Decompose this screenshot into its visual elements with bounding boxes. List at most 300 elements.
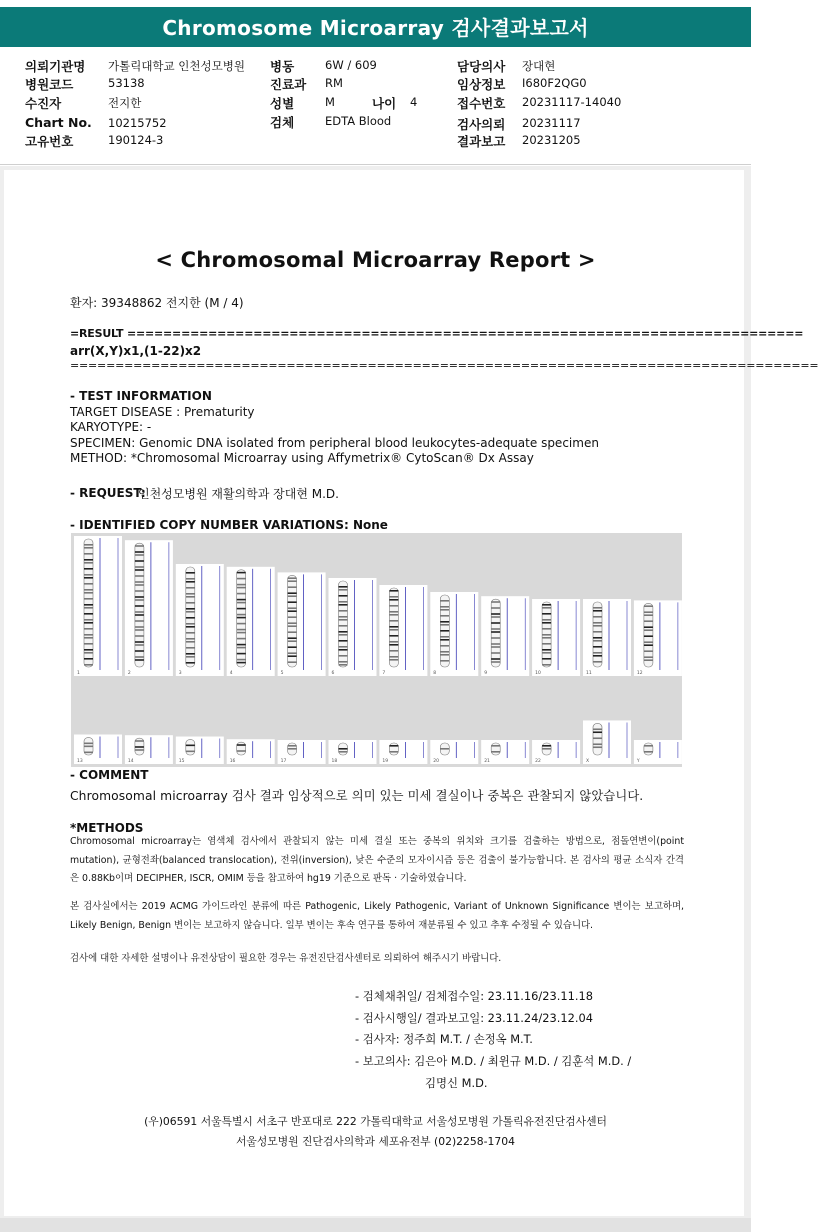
chromosome-band-12: [644, 659, 653, 661]
chromosome-ideogram-6: [339, 581, 348, 667]
chromosome-band-6: [339, 655, 348, 657]
chromosome-band-14: [135, 749, 144, 751]
chromosome-band-11: [593, 610, 602, 612]
chromosome-label-X: X: [586, 759, 590, 764]
chromosome-band-11: [593, 661, 602, 663]
chromosome-band-12: [644, 614, 653, 616]
comment-title: - COMMENT: [70, 768, 149, 782]
chromosome-band-11: [593, 640, 602, 642]
chromosome-band-1: [84, 622, 93, 624]
report-heading: < Chromosomal Microarray Report >: [155, 248, 596, 272]
chromosome-band-7: [389, 599, 398, 601]
info-label-ward: 병동: [270, 59, 295, 74]
karyogram-panel: [71, 533, 682, 767]
header-divider: [0, 164, 751, 165]
chromosome-band-7: [389, 629, 398, 631]
chromosome-band-5: [288, 655, 297, 657]
chromosome-band-10: [542, 664, 551, 666]
chromosome-band-19: [389, 751, 398, 753]
chromosome-band-8: [440, 606, 449, 608]
chromosome-band-3: [186, 578, 195, 580]
chromosome-band-1: [84, 664, 93, 666]
chromosome-band-7: [389, 644, 398, 646]
chromosome-band-7: [389, 611, 398, 613]
chromosome-label-5: 5: [280, 671, 284, 676]
chromosome-band-10: [542, 607, 551, 609]
chromosome-label-17: 17: [280, 759, 287, 764]
methods-title: *METHODS: [70, 821, 144, 835]
chromosome-label-14: 14: [127, 759, 134, 764]
info-label-chart-no: Chart No.: [25, 115, 92, 130]
chromosome-panel-8: [430, 592, 478, 676]
chromosome-band-7: [389, 590, 398, 592]
chromosome-band-2: [135, 599, 144, 601]
info-label-receipt-no: 접수번호: [457, 96, 506, 111]
chromosome-band-3: [186, 653, 195, 655]
chromosome-band-1: [84, 637, 93, 639]
chromosome-band-10: [542, 658, 551, 660]
chromosome-band-5: [288, 577, 297, 579]
info-label-clinical-info: 임상정보: [457, 77, 506, 92]
chromosome-band-5: [288, 616, 297, 618]
chromosome-band-11: [593, 646, 602, 648]
chromosome-band-4: [237, 587, 246, 589]
request-value: 인천성모병원 재활의학과 장대현 M.D.: [138, 487, 339, 501]
chromosome-band-5: [288, 610, 297, 612]
chromosome-band-2: [135, 656, 144, 658]
chromosome-band-3: [186, 626, 195, 628]
chromosome-band-1: [84, 649, 93, 651]
sign-reporting-doctors: - 보고의사: 김은아 M.D. / 최윈규 M.D. / 김훈석 M.D. /: [355, 1054, 632, 1068]
info-label-sex: 성별: [270, 96, 295, 111]
chromosome-label-4: 4: [229, 671, 233, 676]
methods-paragraph-2: 본 검사실에서는 2019 ACMG 가이드라인 분류에 따른 Pathogenic, Likely Pathogenic, Variant of Unknown Significance 변이는 보고하며, Likely Benign, Benign 변이는 보고하지 않습니다. 일부 변이는 후속 연구를 통하여 재분류될 수 있고 추후 수정될 수 있습니다.: [70, 901, 684, 931]
chromosome-band-11: [593, 631, 602, 633]
chromosome-band-9: [491, 652, 500, 654]
chromosome-band-6: [339, 589, 348, 591]
chromosome-band-11: [593, 637, 602, 639]
chromosome-band-8: [440, 636, 449, 638]
chromosome-band-17: [288, 745, 297, 747]
chromosome-label-18: 18: [331, 759, 338, 764]
chromosome-band-2: [135, 575, 144, 577]
chromosome-band-6: [339, 664, 348, 666]
chromosome-band-12: [644, 629, 653, 631]
chromosome-band-6: [339, 604, 348, 606]
chromosome-band-4: [237, 638, 246, 640]
chromosome-band-7: [389, 626, 398, 628]
chromosome-panel-2: [125, 540, 173, 676]
chromosome-band-10: [542, 634, 551, 636]
chromosome-band-8: [440, 609, 449, 611]
info-value-receipt-no: 20231117-14040: [522, 95, 622, 109]
chromosome-band-9: [491, 661, 500, 663]
chromosome-band-3: [186, 632, 195, 634]
chromosome-band-1: [84, 604, 93, 606]
info-label-hospital-code: 병원코드: [25, 77, 74, 92]
chromosome-band-7: [389, 650, 398, 652]
sign-technicians: - 검사자: 정주희 M.T. / 손정옥 M.T.: [355, 1032, 533, 1046]
chromosome-ideogram-Y: [644, 743, 653, 755]
chromosome-band-4: [237, 617, 246, 619]
info-value-age: 4: [410, 95, 418, 109]
chromosome-band-1: [84, 607, 93, 609]
chromosome-band-2: [135, 650, 144, 652]
chromosome-band-10: [542, 628, 551, 630]
chromosome-band-11: [593, 622, 602, 624]
test-info-title: - TEST INFORMATION: [70, 389, 212, 403]
info-label-institution: 의뢰기관명: [25, 59, 86, 74]
chromosome-band-4: [237, 608, 246, 610]
info-value-specimen: EDTA Blood: [325, 114, 392, 128]
chromosome-band-13: [84, 746, 93, 748]
target-disease: TARGET DISEASE : Prematurity: [70, 405, 255, 419]
chromosome-band-2: [135, 611, 144, 613]
chromosome-ideogram-1: [84, 539, 93, 667]
chromosome-band-4: [237, 647, 246, 649]
chromosome-label-11: 11: [586, 671, 592, 676]
chromosome-band-2: [135, 554, 144, 556]
chromosome-band-6: [339, 601, 348, 603]
chromosome-band-4: [237, 629, 246, 631]
chromosome-band-2: [135, 626, 144, 628]
karyogram-chart: [71, 533, 682, 767]
chromosome-band-15: [186, 745, 195, 747]
chromosome-label-15: 15: [178, 759, 185, 764]
info-value-institution: 가톨릭대학교 인천성모병원: [108, 59, 245, 73]
chromosome-band-3: [186, 572, 195, 574]
chromosome-panel-4: [227, 567, 275, 676]
chromosome-band-2: [135, 605, 144, 607]
chromosome-band-3: [186, 662, 195, 664]
chromosome-panel-10: [532, 599, 580, 676]
chromosome-band-5: [288, 580, 297, 582]
chromosome-band-6: [339, 661, 348, 663]
chromosome-band-10: [542, 643, 551, 645]
chromosome-band-2: [135, 629, 144, 631]
chromosome-band-4: [237, 593, 246, 595]
chromosome-band-X: [593, 728, 602, 730]
chromosome-band-5: [288, 637, 297, 639]
methods-paragraph-1: Chromosomal microarray는 염색체 검사에서 관찰되지 않는 미세 결실 또는 중복의 위치와 크기를 검출하는 방법으로, 점돌연변이(point mutation), 균형전좌(balanced translocation), 전위(inversion), 낮은 수준의 모자이시즘 등은 검출이 불가능합니다. 본 검사의 평균 소식자 간격은 0.88Kb이며 DECIPHER, ISCR, OMIM 등을 참고하여 hg19 기준으로 판독 · 기술하였습니다.: [70, 836, 684, 884]
chromosome-band-4: [237, 602, 246, 604]
chromosome-band-1: [84, 577, 93, 579]
methods-paragraph-3: 검사에 대한 자세한 설명이나 유전상담이 필요한 경우는 유전진단검사센터로 의뢰하여 해주시기 바랍니다.: [70, 953, 502, 964]
chromosome-band-3: [186, 647, 195, 649]
chromosome-band-4: [237, 659, 246, 661]
chromosome-ideogram-11: [593, 602, 602, 667]
chromosome-band-1: [84, 652, 93, 654]
chromosome-band-4: [237, 632, 246, 634]
chromosome-band-22: [542, 748, 551, 750]
info-value-clinical-info: I680F2QG0: [522, 76, 587, 90]
chromosome-band-3: [186, 596, 195, 598]
chromosome-band-1: [84, 562, 93, 564]
info-value-department: RM: [325, 76, 343, 90]
info-label-specimen: 검체: [270, 115, 295, 130]
chromosome-band-9: [491, 607, 500, 609]
chromosome-band-12: [644, 611, 653, 613]
chromosome-band-16: [237, 744, 246, 746]
chromosome-band-9: [491, 601, 500, 603]
chromosome-band-8: [440, 654, 449, 656]
chromosome-band-22: [542, 745, 551, 747]
chromosome-band-2: [135, 590, 144, 592]
chromosome-band-1: [84, 619, 93, 621]
chromosome-band-3: [186, 656, 195, 658]
chromosome-band-11: [593, 607, 602, 609]
chromosome-band-9: [491, 643, 500, 645]
chromosome-band-8: [440, 630, 449, 632]
chromosome-band-2: [135, 551, 144, 553]
chromosome-label-3: 3: [178, 671, 182, 676]
chromosome-band-9: [491, 631, 500, 633]
chromosome-band-X: [593, 737, 602, 739]
chromosome-label-12: 12: [636, 671, 643, 676]
chromosome-band-5: [288, 652, 297, 654]
chromosome-band-10: [542, 604, 551, 606]
chromosome-band-4: [237, 623, 246, 625]
chromosome-band-5: [288, 586, 297, 588]
info-label-report-date: 결과보고: [457, 134, 506, 149]
info-value-hospital-code: 53138: [108, 76, 145, 90]
result-rule: =RESULT ===========================================================================: [70, 327, 804, 340]
chromosome-band-5: [288, 625, 297, 627]
chromosome-label-16: 16: [229, 759, 236, 764]
chromosome-band-18: [339, 748, 348, 750]
chromosome-band-4: [237, 572, 246, 574]
chromosome-panel-5: [278, 572, 326, 676]
chromosome-band-7: [389, 656, 398, 658]
chromosome-band-9: [491, 628, 500, 630]
info-label-age: 나이: [372, 96, 397, 111]
chromosome-band-3: [186, 617, 195, 619]
chromosome-panel-7: [379, 585, 427, 676]
chromosome-band-7: [389, 659, 398, 661]
chromosome-band-6: [339, 595, 348, 597]
chromosome-band-4: [237, 614, 246, 616]
chromosome-band-2: [135, 545, 144, 547]
chromosome-band-8: [440, 660, 449, 662]
request-label: - REQUEST:: [70, 486, 146, 500]
chromosome-band-12: [644, 641, 653, 643]
chromosome-ideogram-16: [237, 742, 246, 755]
chromosome-label-19: 19: [382, 759, 389, 764]
chromosome-band-18: [339, 751, 348, 753]
chromosome-label-6: 6: [331, 671, 335, 676]
chromosome-band-1: [84, 574, 93, 576]
chromosome-label-13: 13: [77, 759, 83, 764]
chromosome-band-1: [84, 634, 93, 636]
chromosome-band-20: [440, 748, 449, 750]
chromosome-band-12: [644, 644, 653, 646]
chromosome-band-1: [84, 643, 93, 645]
chromosome-label-7: 7: [382, 671, 386, 676]
chromosome-band-10: [542, 652, 551, 654]
chromosome-band-10: [542, 649, 551, 651]
chromosome-ideogram-15: [186, 740, 195, 755]
chromosome-band-12: [644, 626, 653, 628]
chromosome-band-12: [644, 635, 653, 637]
patient-line: 환자: 39348862 전지한 (M / 4): [70, 296, 244, 310]
chromosome-band-2: [135, 560, 144, 562]
chromosome-band-6: [339, 616, 348, 618]
chromosome-band-1: [84, 592, 93, 594]
footer-contact: 서울성모병원 진단검사의학과 세포유전부 (02)2258-1704: [235, 1135, 516, 1148]
chromosome-band-14: [135, 740, 144, 742]
chromosome-band-8: [440, 624, 449, 626]
chromosome-band-1: [84, 544, 93, 546]
chromosome-panel-12: [634, 600, 682, 676]
chromosome-band-8: [440, 645, 449, 647]
chromosome-band-12: [644, 650, 653, 652]
chromosome-panel-11: [583, 599, 631, 676]
cnv-title: - IDENTIFIED COPY NUMBER VARIATIONS: None: [70, 518, 388, 532]
chromosome-band-15: [186, 751, 195, 753]
chromosome-band-1: [84, 553, 93, 555]
chromosome-band-7: [389, 614, 398, 616]
chromosome-band-5: [288, 631, 297, 633]
chromosome-ideogram-21: [491, 743, 500, 755]
viewer-bottom-strip: [0, 1218, 751, 1232]
chromosome-label-21: 21: [484, 759, 490, 764]
chromosome-band-3: [186, 593, 195, 595]
info-label-unique-no: 고유번호: [25, 134, 74, 149]
chromosome-band-7: [389, 620, 398, 622]
chromosome-band-6: [339, 634, 348, 636]
chromosome-band-3: [186, 623, 195, 625]
info-value-chart-no: 10215752: [108, 116, 167, 130]
chromosome-band-21: [491, 751, 500, 753]
chromosome-band-7: [389, 605, 398, 607]
chromosome-band-1: [84, 583, 93, 585]
chromosome-band-10: [542, 613, 551, 615]
chromosome-band-2: [135, 641, 144, 643]
chromosome-band-13: [84, 752, 93, 754]
chromosome-band-8: [440, 621, 449, 623]
chromosome-band-14: [135, 746, 144, 748]
chromosome-band-12: [644, 605, 653, 607]
chromosome-band-9: [491, 658, 500, 660]
chromosome-band-9: [491, 637, 500, 639]
chromosome-band-5: [288, 595, 297, 597]
chromosome-band-9: [491, 613, 500, 615]
sign-collection-dates: - 검체채취일/ 검체접수일: 23.11.16/23.11.18: [355, 989, 593, 1003]
chromosome-panel-9: [481, 596, 529, 676]
chromosome-band-3: [186, 587, 195, 589]
chromosome-band-6: [339, 631, 348, 633]
chromosome-band-5: [288, 640, 297, 642]
chromosome-band-9: [491, 646, 500, 648]
chromosome-band-1: [84, 613, 93, 615]
specimen-line: SPECIMEN: Genomic DNA isolated from peripheral blood leukocytes-adequate specimen: [70, 436, 599, 450]
chromosome-ideogram-X: [593, 723, 602, 755]
chromosome-band-2: [135, 614, 144, 616]
chromosome-band-Y: [644, 751, 653, 753]
chromosome-band-4: [237, 599, 246, 601]
chromosome-band-5: [288, 661, 297, 663]
chromosome-band-Y: [644, 745, 653, 747]
chromosome-band-4: [237, 662, 246, 664]
chromosome-label-20: 20: [433, 759, 440, 764]
chromosome-band-4: [237, 653, 246, 655]
report-title: Chromosome Microarray 검사결과보고서: [0, 7, 751, 47]
chromosome-band-4: [237, 578, 246, 580]
chromosome-band-7: [389, 635, 398, 637]
chromosome-band-6: [339, 649, 348, 651]
chromosome-band-5: [288, 622, 297, 624]
footer-address: (우)06591 서울특별시 서초구 반포대로 222 가톨릭대학교 서울성모병원 가톨릭유전진단검사센터: [144, 1115, 607, 1128]
chromosome-panel-1: [74, 536, 122, 676]
info-value-patient: 전지한: [108, 96, 142, 110]
chromosome-label-10: 10: [535, 671, 541, 676]
chromosome-band-2: [135, 581, 144, 583]
chromosome-band-2: [135, 566, 144, 568]
info-label-department: 진료과: [270, 77, 307, 92]
info-value-request-date: 20231117: [522, 116, 581, 130]
info-label-doctor: 담당의사: [457, 59, 506, 74]
chromosome-label-2: 2: [127, 671, 131, 676]
chromosome-band-7: [389, 641, 398, 643]
chromosome-band-3: [186, 581, 195, 583]
chromosome-band-3: [186, 641, 195, 643]
chromosome-band-2: [135, 635, 144, 637]
chromosome-band-5: [288, 601, 297, 603]
chromosome-band-21: [491, 745, 500, 747]
patient-info-block: [0, 52, 751, 162]
info-value-ward: 6W / 609: [325, 58, 377, 72]
chromosome-band-1: [84, 568, 93, 570]
chromosome-band-3: [186, 638, 195, 640]
chromosome-band-10: [542, 622, 551, 624]
chromosome-band-6: [339, 586, 348, 588]
chromosome-band-17: [288, 748, 297, 750]
chromosome-band-4: [237, 644, 246, 646]
chromosome-band-2: [135, 584, 144, 586]
info-value-report-date: 20231205: [522, 133, 581, 147]
info-value-unique-no: 190124-3: [108, 133, 164, 147]
chromosome-band-2: [135, 620, 144, 622]
chromosome-band-8: [440, 639, 449, 641]
info-label-request-date: 검사의뢰: [457, 117, 506, 132]
chromosome-band-11: [593, 625, 602, 627]
chromosome-band-10: [542, 619, 551, 621]
chromosome-band-12: [644, 656, 653, 658]
result-value: arr(X,Y)x1,(1-22)x2: [70, 344, 202, 358]
chromosome-band-8: [440, 600, 449, 602]
chromosome-band-9: [491, 622, 500, 624]
chromosome-band-6: [339, 646, 348, 648]
chromosome-label-9: 9: [484, 671, 488, 676]
chromosome-band-5: [288, 646, 297, 648]
info-value-doctor: 장대현: [522, 59, 556, 73]
sign-test-dates: - 검사시행일/ 결과보고일: 23.11.24/23.12.04: [355, 1011, 593, 1025]
chromosome-panel-Y: [634, 740, 682, 764]
chromosome-band-6: [339, 610, 348, 612]
chromosome-band-1: [84, 598, 93, 600]
chromosome-band-11: [593, 655, 602, 657]
chromosome-band-1: [84, 628, 93, 630]
chromosome-band-11: [593, 616, 602, 618]
chromosome-label-Y: Y: [636, 759, 640, 764]
chromosome-band-5: [288, 592, 297, 594]
chromosome-band-X: [593, 743, 602, 745]
info-label-patient: 수진자: [25, 96, 62, 111]
chromosome-band-11: [593, 652, 602, 654]
chromosome-band-X: [593, 731, 602, 733]
chromosome-band-8: [440, 615, 449, 617]
chromosome-band-3: [186, 611, 195, 613]
